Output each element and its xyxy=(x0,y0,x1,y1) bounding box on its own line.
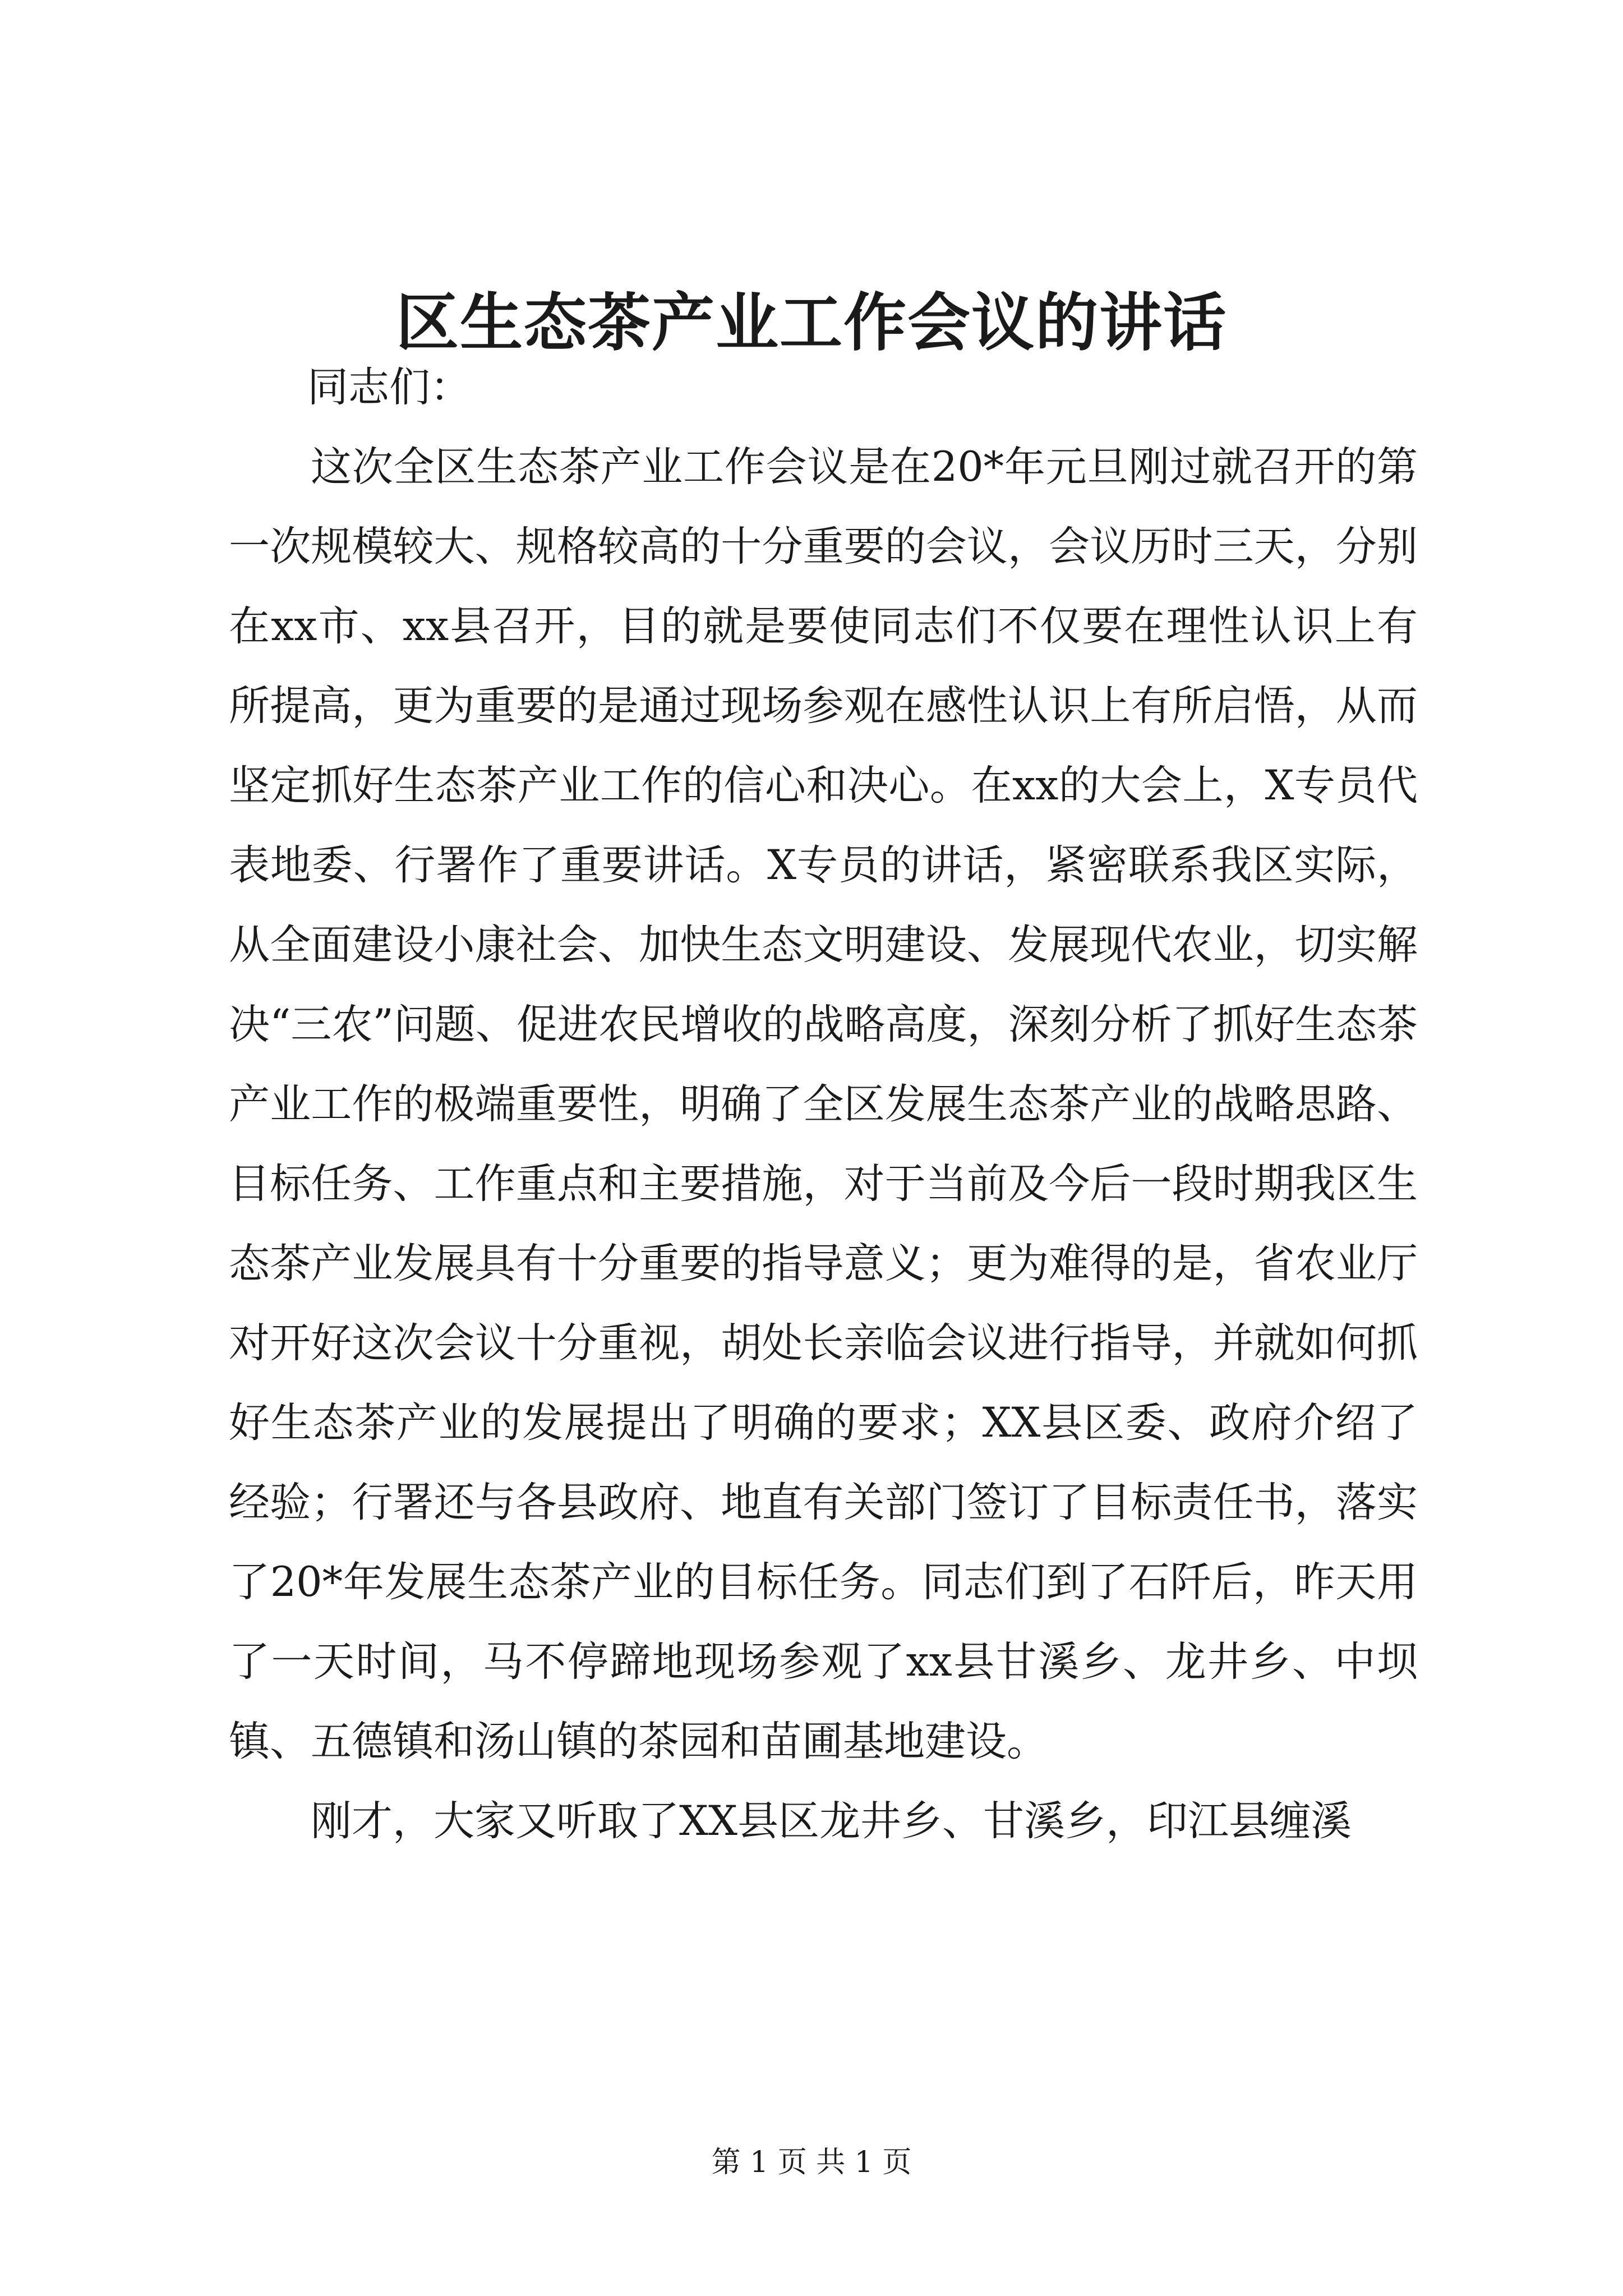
paragraph-2: 刚才，大家又听取了XX县区龙井乡、甘溪乡，印江县缠溪 xyxy=(311,1797,1352,1845)
document-body xyxy=(229,348,1418,1861)
page-footer: 第 1 页 共 1 页 xyxy=(711,2146,912,2179)
paragraph-1: 这次全区生态茶产业工作会议是在20*年元旦刚过就召开的第一次规模较大、规格较高的十分重要的会议，会议历时三天，分别在xx市、xx县召开，目的就是要使同志们不仅要在理性认识上有所提高，更为重要的是通过现场参观在感性认识上有所启悟，从而坚定抓好生态茶产业工作的信心和决心。在xx的大会上，X专员代表地委、行署作了重要讲话。X专员的讲话，紧密联系我区实际，从全面建设小康社会、加快生态文明建设、发展现代农业，切实解决“三农”问题、促进农民增收的战略高度，深刻分析了抓好生态茶产业工作的极端重要性，明确了全区发展生态茶产业的战略思路、目标任务、工作重点和主要措施，对于当前及今后一段时期我区生态茶产业发展具有十分重要的指导意义；更为难得的是，省农业厅对开好这次会议十分重视，胡处长亲临会议进行指导，并就如何抓好生态茶产业的发展提出了明确的要求；XX县区委、政府介绍了经验；行署还与各县政府、地直有关部门签订了目标责任书，落实了20*年发展生态茶产业的目标任务。同志们到了石阡后，昨天用了一天时间，马不停蹄地现场参观了xx县甘溪乡、龙井乡、中坝镇、五德镇和汤山镇的茶园和苗圃基地建设。 xyxy=(229,443,1418,1765)
greeting: 同志们： xyxy=(307,364,471,411)
document-title: 区生态茶产业工作会议的讲话 xyxy=(396,286,1227,360)
